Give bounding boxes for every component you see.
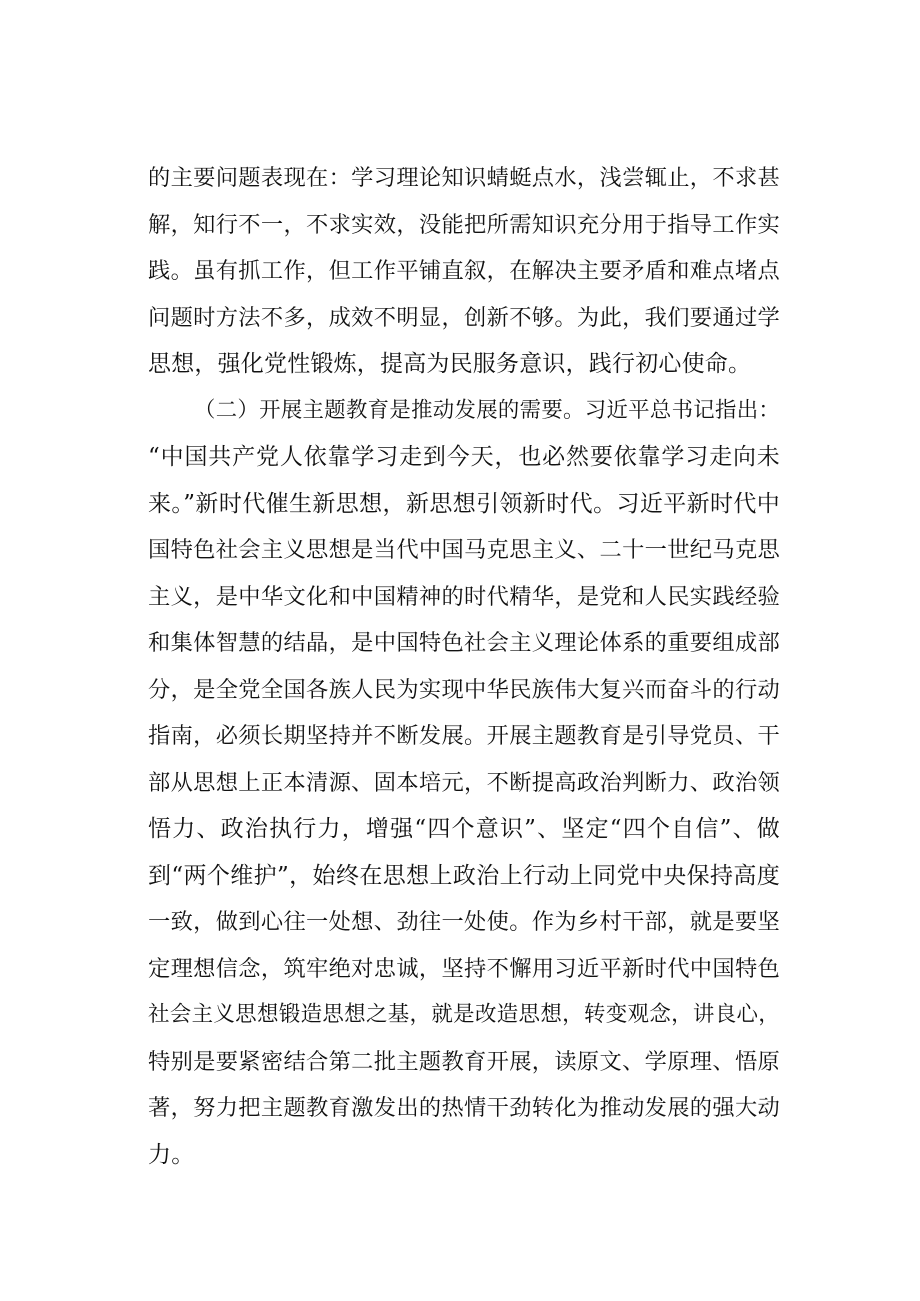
text-line: 国特色社会主义思想是当代中国马克思主义、二十一世纪马克思 bbox=[148, 537, 780, 563]
text-line: 分，是全党全国各族人民为实现中华民族伟大复兴而奋斗的行动 bbox=[148, 676, 780, 703]
body-text bbox=[148, 155, 780, 1178]
text-line: 定理想信念，筑牢绝对忠诚，坚持不懈用习近平新时代中国特色 bbox=[148, 955, 780, 982]
section-heading-line: （二）开展主题教育是推动发展的需要。习近平总书记指出： bbox=[194, 397, 780, 423]
text-line: 践。虽有抓工作，但工作平铺直叙，在解决主要矛盾和难点堵点 bbox=[148, 258, 780, 284]
text-line: 来。”新时代催生新思想，新思想引领新时代。习近平新时代中 bbox=[148, 490, 780, 517]
text-line: 悟力、政治执行力，增强“四个意识”、坚定“四个自信”、做 bbox=[148, 816, 780, 842]
text-line: 解，知行不一，不求实效，没能把所需知识充分用于指导工作实 bbox=[148, 211, 780, 238]
text-line: 著，努力把主题教育激发出的热情干劲转化为推动发展的强大动 bbox=[148, 1095, 780, 1121]
text-line: 特别是要紧密结合第二批主题教育开展，读原文、学原理、悟原 bbox=[148, 1048, 780, 1075]
text-line: 和集体智慧的结晶，是中国特色社会主义理论体系的重要组成部 bbox=[148, 630, 780, 656]
text-line: 部从思想上正本清源、固本培元，不断提高政治判断力、政治领 bbox=[148, 769, 780, 796]
text-line: 主义，是中华文化和中国精神的时代精华，是党和人民实践经验 bbox=[148, 583, 780, 610]
text-line: 到“两个维护”，始终在思想上政治上行动上同党中央保持高度 bbox=[148, 862, 780, 889]
text-line: 的主要问题表现在：学习理论知识蜻蜓点水，浅尝辄止，不求甚 bbox=[148, 165, 780, 191]
text-line: “中国共产党人依靠学习走到今天，也必然要依靠学习走向未 bbox=[148, 444, 780, 470]
text-line: 指南，必须长期坚持并不断发展。开展主题教育是引导党员、干 bbox=[148, 723, 780, 749]
paragraph-end-line: 思想，强化党性锻炼，提高为民服务意识，践行初心使命。 bbox=[148, 351, 752, 377]
text-line: 问题时方法不多，成效不明显，创新不够。为此，我们要通过学 bbox=[148, 304, 780, 331]
paragraph-end-line: 力。 bbox=[148, 1141, 195, 1168]
text-line: 社会主义思想锻造思想之基，就是改造思想，转变观念，讲良心， bbox=[148, 1002, 780, 1027]
text-line: 一致，做到心往一处想、劲往一处使。作为乡村干部，就是要坚 bbox=[148, 909, 780, 935]
